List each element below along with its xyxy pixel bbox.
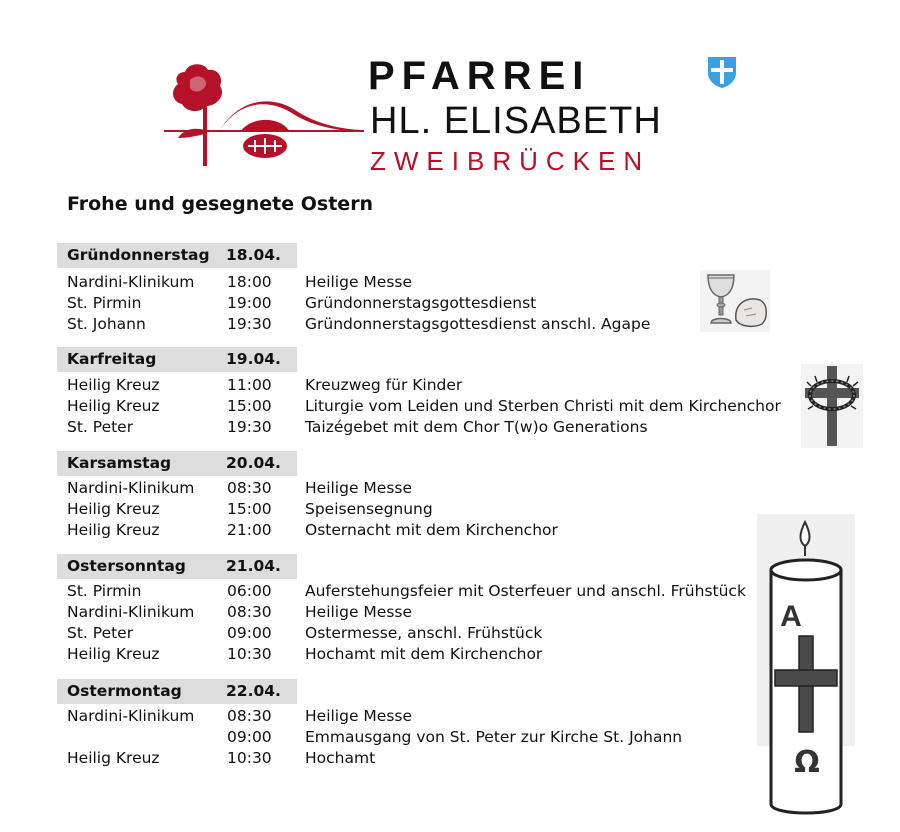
day-name: Ostermontag (67, 682, 182, 700)
event-description: Gründonnerstagsgottesdienst (305, 294, 537, 312)
list-item (0, 582, 800, 603)
event-time: 19:30 (227, 315, 272, 333)
event-description: Heilige Messe (305, 707, 413, 725)
list-item (0, 273, 800, 294)
event-location: Heilig Kreuz (67, 749, 160, 767)
list-item (0, 645, 800, 666)
cross-crown-of-thorns-icon (801, 364, 863, 448)
event-location: Heilig Kreuz (67, 376, 160, 394)
event-description: Speisensegnung (305, 500, 433, 518)
list-item (0, 294, 800, 315)
list-item (0, 376, 800, 397)
event-location: Nardini-Klinikum (67, 479, 195, 497)
event-description: Osternacht mit dem Kirchenchor (305, 521, 558, 539)
day-date: 22.04. (226, 682, 281, 700)
event-location: Heilig Kreuz (67, 645, 160, 663)
event-description: Heilige Messe (305, 603, 413, 621)
event-location: Heilig Kreuz (67, 500, 160, 518)
list-item (0, 728, 800, 749)
event-description: Gründonnerstagsgottesdienst anschl. Agape (305, 315, 651, 333)
event-location: St. Johann (67, 315, 146, 333)
list-item (0, 603, 800, 624)
event-location: St. Peter (67, 418, 134, 436)
list-item (0, 397, 800, 418)
parish-title-line3: ZWEIBRÜCKEN (370, 146, 651, 176)
event-time: 06:00 (227, 582, 272, 600)
event-time: 09:00 (227, 728, 272, 746)
list-item (0, 624, 800, 645)
event-location: Nardini-Klinikum (67, 603, 195, 621)
day-date: 19.04. (226, 350, 281, 368)
parish-title-line1: PFARREI (368, 54, 591, 98)
day-header-ostermontag (57, 679, 297, 704)
list-item (0, 418, 800, 439)
day-name: Ostersonntag (67, 557, 186, 575)
event-time: 08:30 (227, 707, 272, 725)
event-location: Nardini-Klinikum (67, 707, 195, 725)
event-time: 18:00 (227, 273, 272, 291)
list-item (0, 315, 800, 336)
list-item (0, 500, 800, 521)
event-location: Heilig Kreuz (67, 397, 160, 415)
event-time: 15:00 (227, 397, 272, 415)
event-time: 08:30 (227, 603, 272, 621)
list-item (0, 749, 800, 770)
event-location: St. Pirmin (67, 582, 142, 600)
day-name: Karsamstag (67, 454, 172, 472)
event-time: 08:30 (227, 479, 272, 497)
event-description: Hochamt mit dem Kirchenchor (305, 645, 543, 663)
day-date: 21.04. (226, 557, 281, 575)
day-name: Karfreitag (67, 350, 157, 368)
event-description: Hochamt (305, 749, 376, 767)
event-time: 10:30 (227, 749, 272, 767)
event-location: Nardini-Klinikum (67, 273, 195, 291)
coat-of-arms-icon (705, 55, 739, 89)
day-header-ostersonntag (57, 554, 297, 579)
event-time: 09:00 (227, 624, 272, 642)
event-time: 19:30 (227, 418, 272, 436)
day-header-karsamstag (57, 451, 297, 476)
rose-logo-icon (160, 60, 370, 180)
event-description: Heilige Messe (305, 273, 413, 291)
event-description: Liturgie vom Leiden und Sterben Christi mit dem Kirchenchor (305, 397, 781, 415)
event-description: Ostermesse, anschl. Frühstück (305, 624, 543, 642)
event-time: 19:00 (227, 294, 272, 312)
paschal-candle-icon (757, 514, 855, 820)
list-item (0, 479, 800, 500)
event-time: 11:00 (227, 376, 272, 394)
page-heading: Frohe und gesegnete Ostern (67, 193, 374, 215)
list-item (0, 707, 800, 728)
event-description: Kreuzweg für Kinder (305, 376, 463, 394)
day-date: 20.04. (226, 454, 281, 472)
event-time: 15:00 (227, 500, 272, 518)
day-header-karfreitag (57, 347, 297, 372)
event-time: 21:00 (227, 521, 272, 539)
day-date: 18.04. (226, 246, 281, 264)
event-time: 10:30 (227, 645, 272, 663)
event-description: Auferstehungsfeier mit Osterfeuer und anschl. Frühstück (305, 582, 746, 600)
parish-title-line2: HL. ELISABETH (370, 100, 662, 142)
chalice-bread-icon (700, 270, 770, 332)
day-name: Gründonnerstag (67, 246, 210, 264)
event-description: Heilige Messe (305, 479, 413, 497)
omega-letter: Ω (794, 745, 820, 780)
event-description: Emmausgang von St. Peter zur Kirche St. Johann (305, 728, 683, 746)
list-item (0, 521, 800, 542)
day-header-gruendonnerstag (57, 243, 297, 268)
event-location: Heilig Kreuz (67, 521, 160, 539)
event-location: St. Peter (67, 624, 134, 642)
event-description: Taizégebet mit dem Chor T(w)o Generations (305, 418, 648, 436)
event-location: St. Pirmin (67, 294, 142, 312)
alpha-letter: A (780, 600, 802, 633)
